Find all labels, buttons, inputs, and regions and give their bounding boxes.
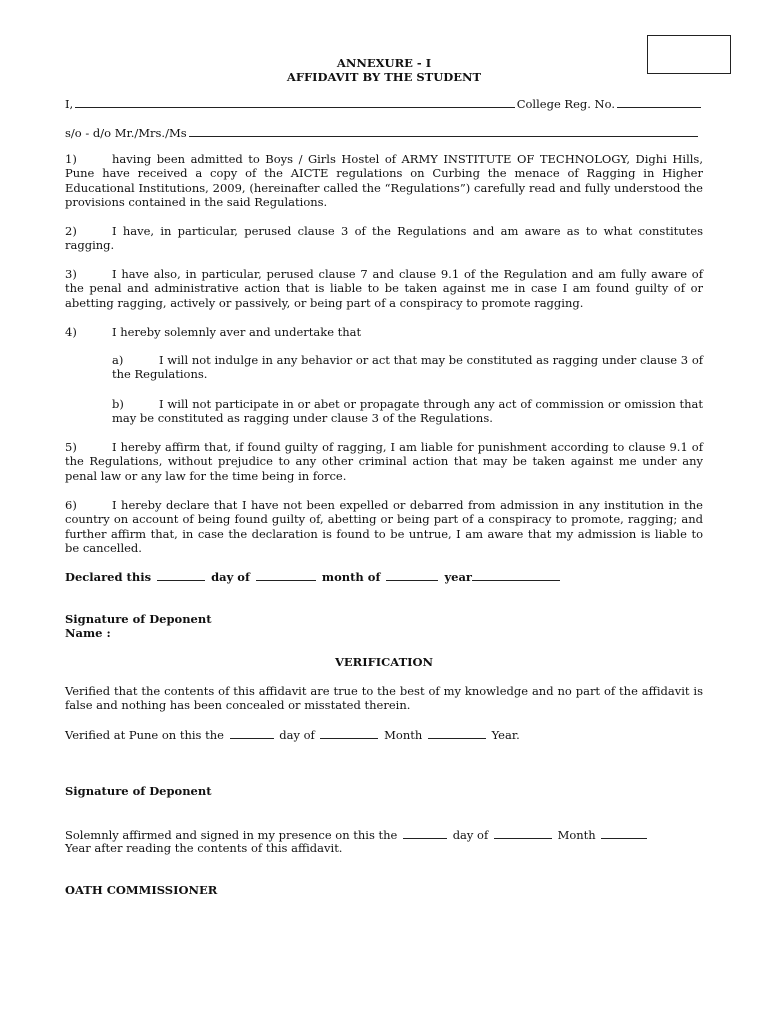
verified-month-blank[interactable] [320, 727, 378, 739]
paragraph-4: 4) I hereby solemnly aver and undertake that [65, 325, 362, 339]
parent-prefix: s/o - d/o Mr./Mrs./Ms [65, 126, 187, 140]
declared-month-blank[interactable] [256, 569, 316, 581]
verified-day-blank[interactable] [230, 727, 274, 739]
affirmation-line-2: Year after reading the contents of this affidavit. [65, 841, 343, 855]
annexure-heading: ANNEXURE - I [336, 56, 432, 70]
paragraph-3: 3) I have also, in particular, perused clause 7 and clause 9.1 of the Regulation and am fully aware of the penal and administrative action that is liable to be taken against me in case I am found guilty of or abetting ragging, actively or passively, or being part of a conspiracy to promote ragging. [65, 267, 703, 310]
affirmation-line-1: Solemnly affirmed and signed in my presence on this the day of Month [65, 827, 703, 842]
signature-label-2: Signature of Deponent [65, 784, 212, 798]
oath-commissioner: OATH COMMISSIONER [65, 883, 218, 897]
paragraph-5: 5) I hereby affirm that, if found guilty of ragging, I am liable for punishment according to clause 9.1 of the Regulations, without prejudice to any other criminal action that may be taken against me under any penal law or any law for the time being in force. [65, 440, 703, 483]
affirm-year-blank[interactable] [601, 827, 647, 839]
paragraph-2: 2) I have, in particular, perused clause 3 of the Regulations and am aware as to what constitutes ragging. [65, 224, 703, 253]
verification-heading: VERIFICATION [334, 655, 434, 669]
affirm-month-blank[interactable] [494, 827, 552, 839]
name-line [65, 96, 703, 111]
affidavit-title: AFFIDAVIT BY THE STUDENT [286, 70, 482, 84]
reg-label: College Reg. No. [516, 97, 615, 111]
affirm-day-blank[interactable] [403, 827, 447, 839]
reg-blank[interactable] [617, 96, 701, 108]
subparagraph-b: b) I will not participate in or abet or propagate through any act of commission or omission that may be constituted as ragging under clause 3 of the Regulations. [112, 397, 703, 426]
subparagraph-a: a) I will not indulge in any behavior or act that may be constituted as ragging under clause 3 of the Regulations. [112, 353, 703, 382]
verified-year-blank[interactable] [428, 727, 486, 739]
paragraph-1: 1) having been admitted to Boys / Girls Hostel of ARMY INSTITUTE OF TECHNOLOGY, Dighi Hills, Pune have received a copy of the AICTE regulations on Curbing the menace of Ragging in Higher Educational Institutions, 2009, (hereinafter called the “Regulations”) carefully read and fully understood the provisions contained in the said Regulations. [65, 152, 703, 210]
name-label: Name : [65, 626, 111, 641]
signature-label-1: Signature of Deponent [65, 612, 212, 626]
declared-monthof-blank[interactable] [386, 569, 438, 581]
name-prefix: I, [65, 97, 74, 111]
declared-line: Declared this day of month of year [65, 569, 562, 584]
verification-text: Verified that the contents of this affidavit are true to the best of my knowledge and no part of the affidavit is false and nothing has been concealed or misstated therein. [65, 684, 703, 713]
name-blank[interactable] [75, 96, 515, 108]
parent-line [65, 125, 700, 140]
declared-day-blank[interactable] [157, 569, 205, 581]
signature-block-2 [65, 784, 212, 798]
declared-year-blank[interactable] [472, 569, 560, 581]
verified-line: Verified at Pune on this the day of Month Year. [65, 728, 520, 742]
paragraph-6: 6) I hereby declare that I have not been expelled or debarred from admission in any institution in the country on account of being found guilty of, abetting or being part of a conspiracy to promote, ragging; and further affirm that, in case the declaration is found to be untrue, I am aware that my admission is liable to be cancelled. [65, 498, 703, 556]
parent-blank[interactable] [189, 125, 698, 137]
signature-block-1 [65, 612, 212, 641]
